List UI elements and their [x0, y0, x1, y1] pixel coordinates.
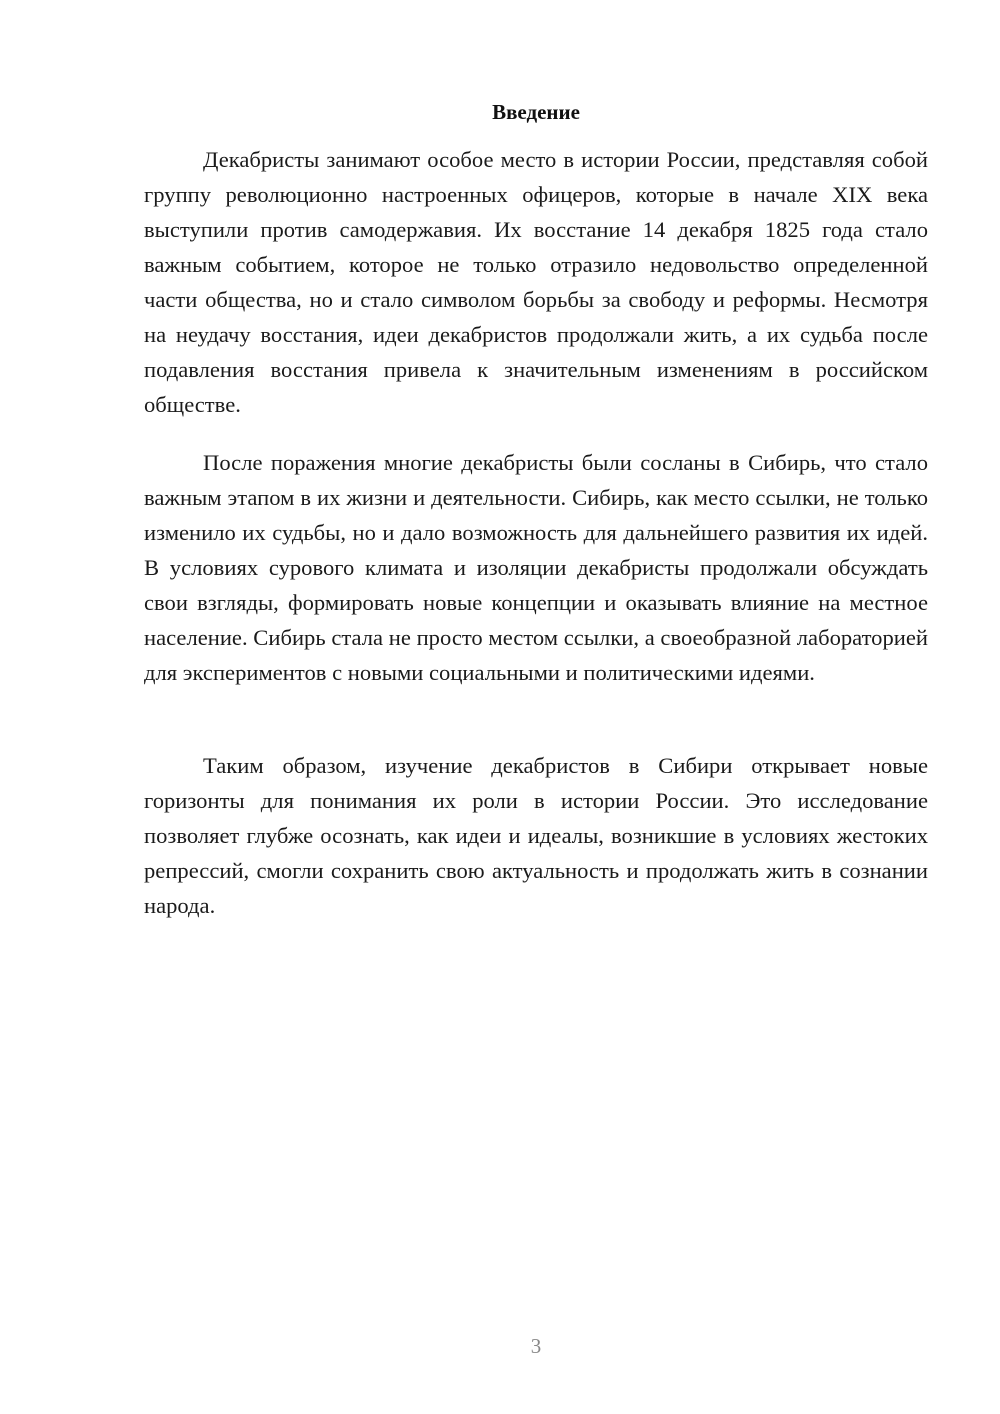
paragraph-1: Декабристы занимают особое место в истории России, представляя собой группу революционно настроенных офицеров, которые в начале XIX века выступили против самодержавия. Их восстание 14 декабря 1825 года стало важным событием, которое не только отразило недовольство определенной части общества, но и стало символом борьбы за свободу и реформы. Несмотря на неудачу восстания, идеи декабристов продолжали жить, а их судьба после подавления восстания привела к значительным изменениям в российском обществе. [144, 147, 928, 417]
page-number: 3 [530, 1334, 542, 1358]
paragraph-2-block [144, 445, 928, 690]
paragraph-3-block [144, 748, 928, 923]
paragraph-1-block [144, 142, 928, 422]
paragraph-3: Таким образом, изучение декабристов в Сибири открывает новые горизонты для понимания их роли в истории России. Это исследование позволяет глубже осознать, как идеи и идеалы, возникшие в условиях жестоких репрессий, смогли сохранить свою актуальность и продолжать жить в сознании народа. [144, 753, 928, 918]
section-heading: Введение [492, 100, 580, 124]
paragraph-2: После поражения многие декабристы были сосланы в Сибирь, что стало важным этапом в их жизни и деятельности. Сибирь, как место ссылки, не только изменило их судьбы, но и дало возможность для дальнейшего развития их идей. В условиях сурового климата и изоляции декабристы продолжали обсуждать свои взгляды, формировать новые концепции и оказывать влияние на местное население. Сибирь стала не просто местом ссылки, а своеобразной лабораторией для экспериментов с новыми социальными и политическими идеями. [144, 450, 928, 685]
